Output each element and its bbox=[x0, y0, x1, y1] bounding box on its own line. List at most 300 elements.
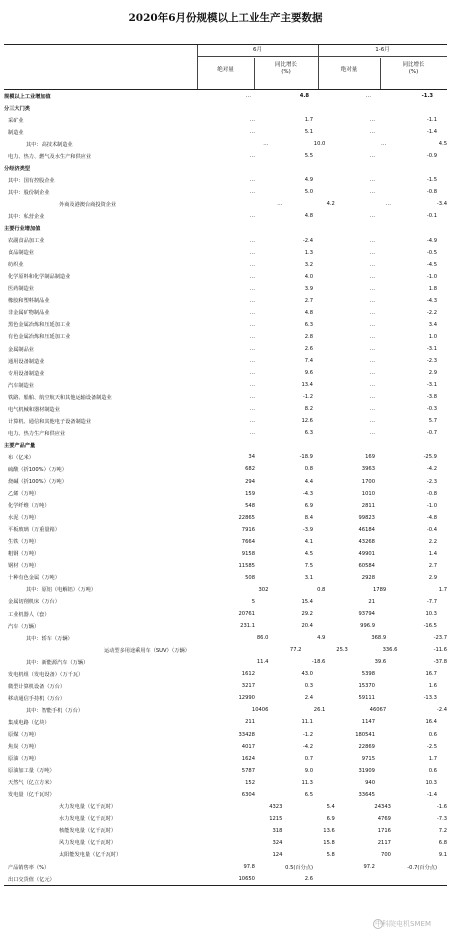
period-6-header: 6月 bbox=[197, 47, 318, 57]
cell-growth-6: -4.2 bbox=[302, 743, 313, 750]
cell-growth-1-6: -7.3 bbox=[436, 815, 448, 822]
cell-growth-6: 15.8 bbox=[323, 839, 335, 846]
cell-growth-6: 3.2 bbox=[304, 261, 313, 268]
table-row bbox=[4, 837, 447, 849]
cell-growth-6: 2.4 bbox=[304, 695, 313, 702]
cell-growth-6: 25.3 bbox=[336, 647, 348, 654]
cell-growth-1-6: 10.3 bbox=[425, 611, 437, 618]
growth-header bbox=[380, 62, 447, 76]
row-name: 电力、热力、燃气及水生产和供应业 bbox=[8, 153, 92, 160]
cell-growth-1-6: 2.9 bbox=[428, 370, 437, 377]
cell-growth-1-6: -0.8 bbox=[426, 189, 437, 196]
row-name: 有色金属冶炼和压延加工业 bbox=[8, 334, 71, 341]
cell-abs-1-6: 22869 bbox=[358, 743, 375, 750]
cell-growth-6: 5.0 bbox=[304, 189, 313, 196]
cell-abs-1-6: … bbox=[369, 297, 375, 304]
row-name: 出口交货值（亿元） bbox=[8, 876, 55, 883]
cell-abs-6: … bbox=[249, 321, 255, 328]
row-name: 医药制造业 bbox=[8, 286, 34, 293]
row-name: 十种有色金属（万吨） bbox=[8, 575, 60, 582]
cell-abs-1-6: 700 bbox=[381, 851, 391, 858]
cell-growth-6: -3.9 bbox=[302, 526, 313, 533]
row-name: 电气机械和器材制造业 bbox=[8, 406, 60, 413]
cell-abs-6: 77.2 bbox=[289, 647, 302, 654]
row-name: 太阳能发电量（亿千瓦时） bbox=[59, 852, 122, 859]
row-name: 采矿业 bbox=[8, 117, 24, 124]
cell-growth-6: -1.2 bbox=[302, 731, 313, 738]
row-name: 移动通信手持机（万台） bbox=[8, 695, 66, 702]
cell-growth-6: 4.8 bbox=[304, 309, 313, 316]
cell-growth-6: 5.5 bbox=[304, 153, 313, 160]
table-row bbox=[4, 680, 447, 692]
cell-abs-1-6: … bbox=[369, 430, 375, 437]
cell-abs-6: 97.8 bbox=[243, 864, 255, 871]
growth-unit: (%) bbox=[408, 69, 419, 75]
table-row bbox=[4, 451, 447, 463]
table-row bbox=[4, 560, 447, 572]
cell-growth-1-6: -4.8 bbox=[426, 514, 437, 521]
table-row bbox=[4, 427, 447, 439]
cell-growth-1-6: 0.6 bbox=[428, 731, 437, 738]
cell-growth-1-6: -37.8 bbox=[433, 659, 448, 666]
table-row bbox=[4, 307, 447, 319]
cell-abs-1-6: 940 bbox=[365, 779, 375, 786]
table-row bbox=[4, 295, 447, 307]
cell-abs-6: … bbox=[249, 189, 255, 196]
cell-growth-6: 6.3 bbox=[304, 430, 313, 437]
cell-growth-6: 8.2 bbox=[304, 406, 313, 413]
row-name: 分经济类型 bbox=[4, 165, 30, 172]
cell-growth-6: 0.8 bbox=[304, 466, 313, 473]
table-row bbox=[4, 644, 447, 656]
row-name: 火力发电量（亿千瓦时） bbox=[59, 804, 117, 811]
cell-abs-6: … bbox=[249, 177, 255, 184]
cell-abs-6: 7664 bbox=[241, 538, 255, 545]
growth-unit: (%) bbox=[281, 69, 291, 75]
table-row bbox=[4, 415, 447, 427]
cell-growth-1-6: 1.7 bbox=[438, 586, 448, 593]
table-row bbox=[4, 789, 447, 801]
cell-growth-1-6: 2.2 bbox=[428, 538, 437, 545]
row-name: 产品销售率（%） bbox=[8, 864, 50, 871]
row-name: 其中：智能手机（万台） bbox=[26, 707, 84, 714]
cell-growth-6: 4.8 bbox=[304, 213, 313, 220]
table-row bbox=[4, 463, 447, 475]
cell-growth-1-6: 16.7 bbox=[425, 671, 437, 678]
row-name: 水泥（万吨） bbox=[8, 515, 40, 522]
cell-growth-6: 9.0 bbox=[304, 767, 313, 774]
cell-abs-6: … bbox=[249, 370, 255, 377]
cell-abs-6: … bbox=[249, 237, 255, 244]
cell-growth-1-6: 2.9 bbox=[428, 574, 437, 581]
cell-growth-1-6: -4.2 bbox=[426, 466, 437, 473]
cell-growth-6: 2.7 bbox=[304, 297, 313, 304]
row-name: 风力发电量（亿千瓦时） bbox=[59, 840, 117, 847]
row-name: 天然气（亿立方米） bbox=[8, 780, 55, 787]
table-row bbox=[4, 765, 447, 777]
table-row bbox=[4, 716, 447, 728]
cell-growth-1-6: 1.0 bbox=[428, 333, 437, 340]
row-name: 金属制品业 bbox=[8, 346, 34, 353]
cell-growth-1-6: 5.7 bbox=[428, 418, 437, 425]
table-row bbox=[4, 741, 447, 753]
cell-abs-1-6: … bbox=[369, 177, 375, 184]
cell-abs-6: 682 bbox=[245, 466, 255, 473]
table-row bbox=[4, 126, 447, 138]
cell-abs-6: 33428 bbox=[238, 731, 255, 738]
cell-abs-1-6: … bbox=[369, 117, 375, 124]
cell-abs-6: 4017 bbox=[241, 743, 255, 750]
cell-growth-1-6: -0.1 bbox=[426, 213, 437, 220]
cell-abs-6: 7916 bbox=[241, 526, 255, 533]
row-name: 布（亿米） bbox=[8, 454, 34, 461]
cell-growth-1-6: -23.7 bbox=[433, 635, 448, 642]
row-name: 焦炭（万吨） bbox=[8, 744, 40, 751]
cell-growth-6: 26.1 bbox=[313, 707, 326, 714]
cell-growth-1-6: -1.1 bbox=[426, 117, 437, 124]
cell-abs-6: 152 bbox=[245, 779, 255, 786]
data-table bbox=[4, 44, 447, 886]
cell-growth-6: 2.6 bbox=[304, 876, 313, 883]
row-name: 专用设备制造业 bbox=[8, 370, 45, 377]
cell-growth-6: 5.4 bbox=[326, 803, 335, 810]
cell-growth-6: 6.9 bbox=[326, 815, 335, 822]
table-row bbox=[4, 439, 447, 451]
row-name: 主要产品产量 bbox=[4, 442, 36, 449]
cell-abs-1-6: 24343 bbox=[374, 803, 391, 810]
cell-growth-1-6: -0.5 bbox=[426, 249, 437, 256]
cell-abs-1-6: 1147 bbox=[361, 719, 375, 726]
cell-growth-1-6: -2.3 bbox=[426, 478, 437, 485]
table-row bbox=[4, 632, 447, 644]
cell-abs-6: … bbox=[249, 309, 255, 316]
cell-abs-1-6: 336.6 bbox=[382, 647, 398, 654]
row-name: 外商及港澳台商投资企业 bbox=[59, 201, 117, 208]
row-name: 运动型多用途乘用车（SUV）（万辆） bbox=[104, 647, 190, 654]
row-name: 汽车（万辆） bbox=[8, 623, 40, 630]
cell-growth-1-6: -13.3 bbox=[423, 695, 437, 702]
cell-abs-6: 11.4 bbox=[256, 659, 269, 666]
cell-abs-6: 318 bbox=[272, 827, 283, 834]
row-name: 计算机、通信和其他电子设备制造业 bbox=[8, 418, 92, 425]
cell-growth-1-6: -4.5 bbox=[426, 261, 437, 268]
table-row bbox=[4, 138, 447, 150]
cell-growth-6: 4.4 bbox=[304, 478, 313, 485]
cell-growth-1-6: 10.3 bbox=[425, 779, 437, 786]
cell-abs-1-6: … bbox=[365, 93, 371, 100]
cell-growth-1-6: 7.2 bbox=[438, 827, 448, 834]
cell-growth-6: 7.5 bbox=[304, 562, 313, 569]
cell-abs-1-6: … bbox=[369, 382, 375, 389]
cell-abs-1-6: … bbox=[385, 201, 391, 208]
cell-abs-1-6: 15370 bbox=[358, 683, 375, 690]
row-name: 规模以上工业增加值 bbox=[4, 93, 51, 100]
table-row bbox=[4, 476, 447, 488]
cell-abs-1-6: 93794 bbox=[358, 611, 375, 618]
cell-growth-6: 0.5(百分点) bbox=[285, 864, 313, 871]
cell-abs-6: … bbox=[249, 129, 255, 136]
cell-abs-6: … bbox=[249, 333, 255, 340]
cell-abs-1-6: … bbox=[369, 370, 375, 377]
row-name: 粗钢（万吨） bbox=[8, 551, 40, 558]
cell-growth-6: 4.0 bbox=[304, 273, 313, 280]
table-row bbox=[4, 198, 447, 210]
cell-abs-6: … bbox=[249, 153, 255, 160]
table-row bbox=[4, 210, 447, 222]
cell-abs-1-6: 59111 bbox=[358, 695, 375, 702]
cell-abs-1-6: … bbox=[369, 189, 375, 196]
row-name: 生铁（万吨） bbox=[8, 539, 40, 546]
cell-abs-6: … bbox=[249, 261, 255, 268]
row-name: 化学原料和化学制品制造业 bbox=[8, 274, 71, 281]
cell-growth-6: 4.8 bbox=[299, 93, 309, 100]
row-name: 原煤（万吨） bbox=[8, 732, 40, 738]
table-row bbox=[4, 186, 447, 198]
cell-abs-6: 324 bbox=[272, 839, 283, 846]
cell-abs-6: … bbox=[249, 273, 255, 280]
cell-growth-6: 6.9 bbox=[304, 502, 313, 509]
table-row bbox=[4, 512, 447, 524]
cell-abs-6: 508 bbox=[245, 574, 255, 581]
cell-growth-6: -4.3 bbox=[302, 490, 313, 497]
cell-abs-1-6: … bbox=[369, 346, 375, 352]
cell-growth-1-6: 0.6 bbox=[428, 767, 437, 774]
cell-abs-6: 5787 bbox=[241, 767, 255, 774]
cell-abs-6: 12990 bbox=[238, 695, 255, 702]
cell-abs-6: … bbox=[249, 213, 255, 220]
row-name: 其中：私营企业 bbox=[8, 213, 45, 220]
cell-abs-1-6: 1010 bbox=[361, 490, 375, 497]
cell-abs-1-6: 180541 bbox=[355, 731, 375, 738]
table-header bbox=[4, 44, 447, 90]
cell-growth-1-6: -7.7 bbox=[426, 598, 437, 605]
row-name: 原油（万吨） bbox=[8, 756, 40, 763]
cell-growth-1-6: 6.8 bbox=[438, 839, 448, 846]
cell-abs-1-6: 2928 bbox=[361, 574, 375, 581]
cell-abs-6: 34 bbox=[248, 454, 255, 461]
cell-abs-1-6: 31909 bbox=[358, 767, 375, 774]
growth-header bbox=[254, 62, 318, 76]
table-row bbox=[4, 488, 447, 500]
row-name: 通用设备制造业 bbox=[8, 358, 45, 365]
cell-growth-1-6: -1.0 bbox=[426, 273, 437, 280]
cell-growth-6: 4.1 bbox=[304, 538, 313, 545]
cell-growth-1-6: 16.4 bbox=[425, 719, 437, 726]
cell-growth-6: 9.6 bbox=[304, 370, 313, 377]
row-name: 乙烯（万吨） bbox=[8, 491, 40, 498]
cell-abs-6: … bbox=[249, 346, 255, 352]
cell-abs-6: … bbox=[277, 201, 283, 208]
row-name: 烧碱（折100%）（万吨） bbox=[8, 479, 67, 486]
table-row bbox=[4, 331, 447, 343]
row-name: 平板玻璃（万重量箱） bbox=[8, 527, 60, 534]
cell-abs-6: 4323 bbox=[269, 803, 283, 810]
cell-growth-6: 5.1 bbox=[304, 129, 313, 136]
table-row bbox=[4, 572, 447, 584]
row-name: 汽车制造业 bbox=[8, 382, 34, 389]
row-name: 硫酸（折100%）（万吨） bbox=[8, 466, 67, 473]
cell-abs-6: 9158 bbox=[241, 550, 255, 557]
cell-abs-6: … bbox=[249, 382, 255, 389]
table-row bbox=[4, 162, 447, 174]
cell-abs-1-6: … bbox=[369, 129, 375, 136]
cell-growth-1-6: 1.6 bbox=[428, 683, 437, 690]
watermark: 中科院电机SMEM bbox=[375, 920, 431, 928]
cell-abs-6: … bbox=[249, 297, 255, 304]
table-row bbox=[4, 403, 447, 415]
cell-growth-1-6: -4.3 bbox=[426, 297, 437, 304]
cell-growth-1-6: 1.8 bbox=[428, 285, 437, 292]
cell-growth-6: 10.0 bbox=[313, 141, 326, 148]
cell-abs-1-6: … bbox=[369, 394, 375, 401]
cell-growth-6: 0.8 bbox=[317, 586, 326, 593]
cell-growth-1-6: -3.4 bbox=[436, 201, 448, 208]
table-row bbox=[4, 692, 447, 704]
cell-abs-1-6: … bbox=[369, 285, 375, 292]
table-row bbox=[4, 849, 447, 861]
cell-growth-6: 20.4 bbox=[301, 623, 313, 630]
row-name: 分三大门类 bbox=[4, 105, 30, 112]
abs-header: 绝对量 bbox=[217, 67, 234, 73]
cell-abs-6: 1612 bbox=[241, 671, 255, 678]
cell-growth-6: 13.4 bbox=[301, 382, 313, 389]
cell-abs-1-6: 43268 bbox=[358, 538, 375, 545]
cell-abs-6: … bbox=[249, 430, 255, 437]
table-row bbox=[4, 367, 447, 379]
row-name: 化学纤维（万吨） bbox=[8, 503, 50, 510]
table-row bbox=[4, 620, 447, 632]
growth-label: 同比增长 bbox=[274, 62, 297, 68]
cell-abs-6: 302 bbox=[258, 586, 269, 593]
row-name: 金属切削机床（万台） bbox=[8, 599, 60, 606]
cell-growth-1-6: -1.6 bbox=[436, 803, 448, 810]
cell-growth-1-6: -1.4 bbox=[426, 129, 437, 136]
cell-growth-1-6: -16.5 bbox=[423, 623, 437, 630]
cell-growth-6: -2.4 bbox=[302, 237, 313, 244]
cell-abs-1-6: 368.9 bbox=[371, 635, 387, 642]
cell-growth-6: 8.4 bbox=[304, 514, 313, 521]
row-name: 其中：新能源汽车（万辆） bbox=[26, 659, 89, 666]
cell-growth-6: 5.8 bbox=[326, 851, 335, 858]
cell-growth-1-6: -1.0 bbox=[426, 502, 437, 509]
cell-abs-1-6: 1789 bbox=[372, 586, 387, 593]
cell-growth-6: 1.3 bbox=[304, 249, 313, 256]
cell-abs-1-6: 1716 bbox=[377, 827, 391, 834]
row-name: 微型计算机设备（万台） bbox=[8, 683, 66, 690]
cell-growth-1-6: -25.9 bbox=[423, 454, 437, 461]
row-name: 橡胶和塑料制品业 bbox=[8, 298, 50, 305]
cell-growth-6: 4.2 bbox=[326, 201, 335, 208]
cell-abs-1-6: … bbox=[369, 418, 375, 425]
table-row bbox=[4, 283, 447, 295]
cell-abs-6: 3217 bbox=[241, 683, 255, 690]
cell-growth-6: 3.9 bbox=[304, 285, 313, 292]
table-row bbox=[4, 548, 447, 560]
cell-growth-1-6: -1.4 bbox=[426, 791, 437, 798]
cell-abs-6: … bbox=[249, 117, 255, 124]
table-row bbox=[4, 656, 447, 668]
row-name: 核能发电量（亿千瓦时） bbox=[59, 828, 117, 835]
table-row bbox=[4, 223, 447, 235]
cell-growth-6: -1.2 bbox=[302, 394, 313, 401]
cell-abs-6: 11585 bbox=[238, 562, 255, 569]
table-row bbox=[4, 596, 447, 608]
table-row bbox=[4, 813, 447, 825]
row-name: 集成电路（亿块） bbox=[8, 719, 50, 726]
cell-abs-1-6: … bbox=[369, 333, 375, 340]
cell-growth-6: 1.7 bbox=[304, 117, 313, 124]
cell-growth-1-6: -2.5 bbox=[426, 743, 437, 750]
cell-abs-1-6: 21 bbox=[368, 598, 375, 605]
cell-growth-6: 11.3 bbox=[301, 779, 313, 786]
page-title: 2020年6月份规模以上工业生产主要数据 bbox=[128, 12, 323, 24]
row-name: 其中：轿车（万辆） bbox=[26, 635, 73, 642]
cell-abs-1-6: 46067 bbox=[369, 707, 387, 714]
table-row bbox=[4, 259, 447, 271]
row-name: 纺织业 bbox=[8, 262, 24, 269]
row-name: 非金属矿物制品业 bbox=[8, 310, 50, 317]
cell-growth-6: 15.4 bbox=[301, 598, 313, 605]
growth-label: 同比增长 bbox=[402, 62, 425, 68]
cell-abs-6: 1215 bbox=[269, 815, 283, 822]
cell-growth-1-6: -11.6 bbox=[433, 647, 448, 654]
table-row bbox=[4, 753, 447, 765]
cell-abs-6: … bbox=[249, 394, 255, 401]
row-name: 主要行业增加值 bbox=[4, 226, 41, 233]
cell-abs-1-6: 2811 bbox=[361, 502, 375, 509]
cell-abs-1-6: 169 bbox=[365, 454, 375, 461]
cell-growth-1-6: 1.7 bbox=[428, 755, 437, 762]
cell-abs-1-6: … bbox=[369, 153, 375, 160]
row-name: 食品制造业 bbox=[8, 250, 34, 257]
cell-growth-1-6: -2.3 bbox=[426, 358, 437, 365]
cell-abs-6: … bbox=[245, 93, 251, 100]
table-row bbox=[4, 235, 447, 247]
table-row bbox=[4, 668, 447, 680]
cell-abs-6: 10650 bbox=[238, 876, 255, 883]
cell-abs-1-6: … bbox=[369, 237, 375, 244]
row-name: 其中：国有控股企业 bbox=[8, 177, 55, 184]
cell-abs-1-6: … bbox=[369, 213, 375, 220]
table-row bbox=[4, 174, 447, 186]
cell-growth-6: 11.1 bbox=[301, 719, 313, 726]
table-row bbox=[4, 801, 447, 813]
cell-abs-1-6: 3963 bbox=[361, 466, 375, 473]
table-row bbox=[4, 247, 447, 259]
cell-abs-6: … bbox=[263, 141, 269, 148]
cell-growth-1-6: -0.9 bbox=[426, 153, 437, 160]
cell-growth-1-6: -0.7 bbox=[426, 430, 437, 437]
table-row bbox=[4, 524, 447, 536]
cell-abs-6: 10406 bbox=[251, 707, 269, 714]
cell-growth-1-6: 3.4 bbox=[428, 321, 437, 328]
cell-growth-1-6: -1.5 bbox=[426, 177, 437, 184]
cell-growth-6: 6.5 bbox=[304, 791, 313, 798]
row-name: 制造业 bbox=[8, 129, 24, 136]
cell-abs-6: 86.0 bbox=[256, 635, 269, 642]
cell-abs-6: 20761 bbox=[238, 611, 255, 618]
row-name: 水力发电量（亿千瓦时） bbox=[59, 816, 117, 823]
cell-abs-6: 6304 bbox=[241, 791, 255, 798]
cell-growth-6: 2.8 bbox=[304, 333, 313, 340]
cell-abs-1-6: 4769 bbox=[377, 815, 391, 822]
cell-abs-1-6: 1700 bbox=[361, 478, 375, 485]
cell-abs-1-6: 2117 bbox=[377, 839, 391, 846]
row-name: 铁路、船舶、航空航天和其他运输设备制造业 bbox=[8, 394, 112, 401]
cell-abs-1-6: … bbox=[369, 358, 375, 365]
row-name: 原油加工量（万吨） bbox=[8, 768, 55, 775]
cell-growth-1-6: -3.8 bbox=[426, 394, 437, 401]
